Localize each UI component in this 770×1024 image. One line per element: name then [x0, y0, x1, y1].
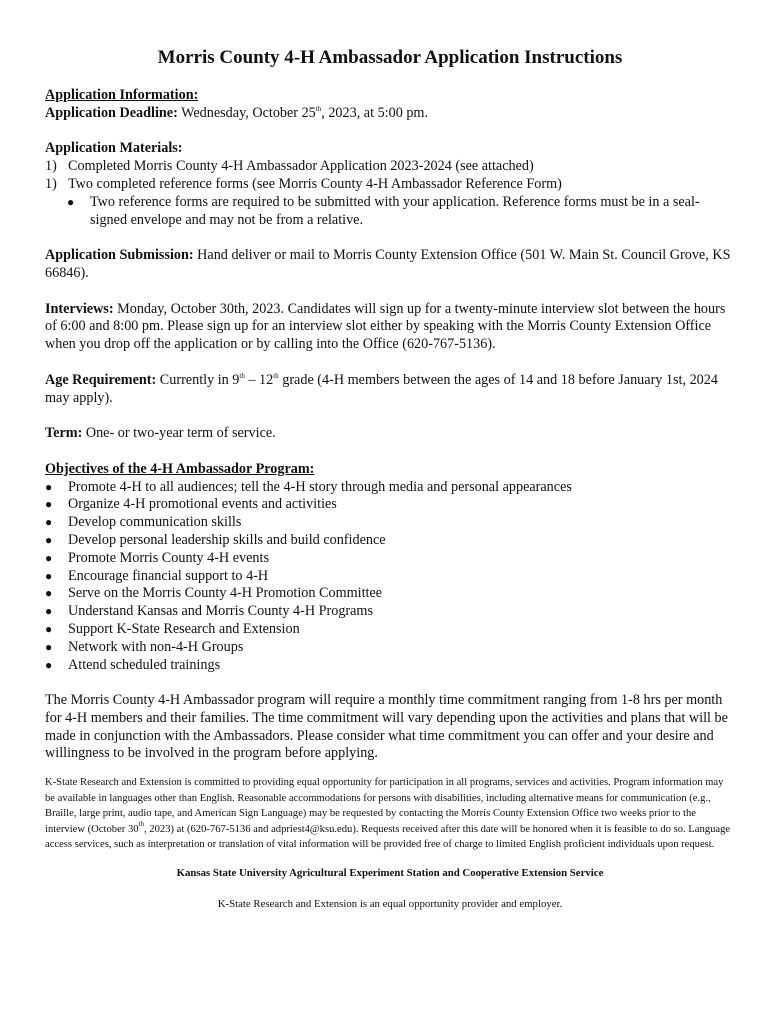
materials-item: 1) Two completed reference forms (see Morris County 4-H Ambassador Reference Form) — [45, 175, 562, 192]
bullet-icon: ● — [67, 194, 75, 209]
bullet-icon: ● — [45, 515, 53, 530]
materials-item: 1) Completed Morris County 4-H Ambassador Application 2023-2024 (see attached) — [45, 158, 534, 175]
eeo-statement: K-State Research and Extension is an equal opportunity provider and employer. — [217, 898, 563, 911]
application-submission: Application Submission: Hand deliver or mail to Morris County Extension Office (501 W. Main St. Council Grove, KS 66846). — [45, 247, 731, 281]
objective-item: ● Promote 4-H to all audiences; tell the 4-H story through media and personal appearances — [45, 478, 572, 495]
objective-item: ● Understand Kansas and Morris County 4-H Programs — [45, 603, 373, 620]
time-commitment: The Morris County 4-H Ambassador program will require a monthly time commitment ranging from 1-8 hrs per month for 4-H members and their families. The time commitment will vary depending upon the activities and plans that will be made in conjunction with the Ambassadors. Please consider what time commitment you can offer and your desire and willingness to be involved in the program before applying. — [45, 692, 728, 762]
bullet-icon: ● — [45, 657, 53, 672]
bullet-icon: ● — [45, 568, 53, 583]
bullet-icon: ● — [45, 586, 53, 601]
objective-item: ● Promote Morris County 4-H events — [45, 549, 269, 566]
document-page — [45, 46, 735, 914]
objective-item: ● Develop personal leadership skills and build confidence — [45, 531, 386, 548]
objective-item: ● Serve on the Morris County 4-H Promotion Committee — [45, 585, 383, 602]
bullet-icon: ● — [45, 550, 53, 565]
bullet-icon: ● — [45, 497, 53, 512]
application-info-heading: Application Information: — [45, 87, 199, 103]
page-title: Morris County 4-H Ambassador Application Instructions — [157, 47, 623, 68]
objectives-heading: Objectives of the 4-H Ambassador Program: — [45, 460, 315, 477]
age-requirement: Age Requirement: Currently in 9th – 12th grade (4-H members between the ages of 14 and 18 before January 1st, 2024 may apply). — [45, 371, 718, 406]
application-deadline: Application Deadline: Wednesday, October 25th, 2023, at 5:00 pm. — [45, 104, 429, 121]
objective-item: ● Attend scheduled trainings — [45, 656, 221, 673]
objective-item: ● Organize 4-H promotional events and activities — [45, 496, 337, 513]
objective-item: ● Develop communication skills — [45, 514, 242, 531]
institution-name: Kansas State University Agricultural Experiment Station and Cooperative Extension Service — [176, 867, 604, 880]
objective-item: ● Support K-State Research and Extension — [45, 620, 300, 637]
bullet-icon: ● — [45, 479, 53, 494]
materials-heading: Application Materials: — [45, 140, 183, 157]
term: Term: One- or two-year term of service. — [45, 425, 276, 442]
objective-item: ● Network with non-4-H Groups — [45, 638, 244, 655]
bullet-icon: ● — [45, 532, 53, 547]
interviews: Interviews: Monday, October 30th, 2023. Candidates will sign up for a twenty-minute interview slot between the hours of 6:00 and 8:00 pm. Please sign up for an interview slot either by speaking with the Morris County Extension Office when you drop off the application or by calling into the Office (620-767-5136). — [45, 300, 726, 353]
equal-opportunity-notice: K-State Research and Extension is committed to providing equal opportunity for participation in all programs, services and activities. Program information may be available in languages other than English. Reasonable accommodations for persons with disabilities, including alternative means for communication (e.g., Braille, large print, audio tape, and American Sign Language) may be requested by contacting the Morris County Extension Office two weeks prior to the interview (October 30th, 2023) at (620-767-5136 and adpriest4@ksu.edu). Requests received after this date will be honored when it is feasible to do so. Language access services, such as interpretation or translation of vital information will be provided free of charge to limited English proficient individuals upon request. — [45, 777, 731, 850]
bullet-icon: ● — [45, 621, 53, 636]
bullet-icon: ● — [45, 639, 53, 654]
reference-forms-note: ● Two reference forms are required to be submitted with your application. Reference forms must be in a seal-signed envelope and may not be from a relative. — [67, 193, 700, 228]
objective-item: ● Encourage financial support to 4-H — [45, 567, 269, 584]
bullet-icon: ● — [45, 604, 53, 619]
deadline-label: Application Deadline: — [45, 104, 178, 121]
